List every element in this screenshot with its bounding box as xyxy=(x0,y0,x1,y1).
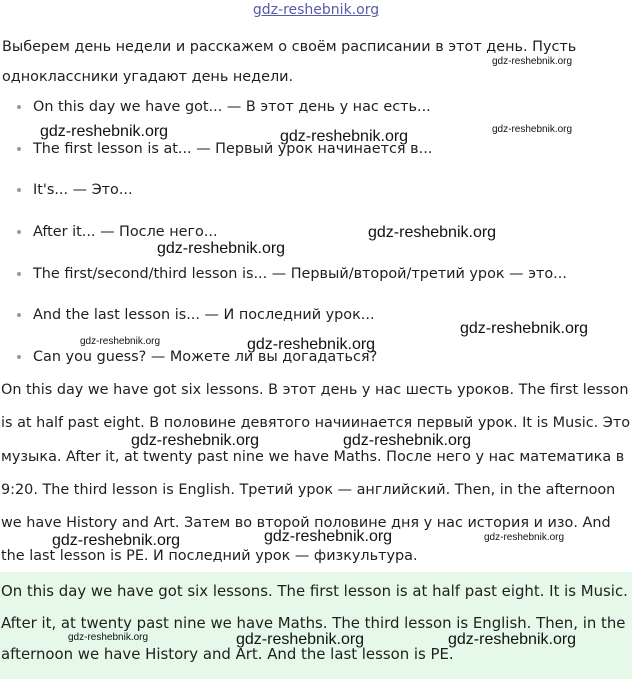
watermark: gdz-reshebnik.org xyxy=(448,631,577,648)
watermark: gdz-reshebnik.org xyxy=(368,224,497,241)
watermark: gdz-reshebnik.org xyxy=(247,336,376,353)
bullet-icon xyxy=(17,188,21,192)
bullet-icon xyxy=(17,105,21,109)
watermark: gdz-reshebnik.org xyxy=(264,528,393,545)
english-answer: On this day we have got six lessons. The first lesson is at half past eight. It is Music. After it, at twenty past nine we have Maths. The third lesson is English. Then, in the afternoon we have History and Art. And the last lesson is PE. xyxy=(1,582,628,663)
bullet-icon xyxy=(17,147,21,151)
list-item-text: Can you guess? — Можете ли вы догадаться? xyxy=(33,349,378,365)
watermark: gdz-reshebnik.org xyxy=(80,336,161,347)
bilingual-answer: On this day we have got six lessons. В этот день у нас шесть уроков. The first lesson is at half past eight. В половине девятого начиинается первый урок. It is Music. Это музыка. After it, at twenty past nine we have Maths. После него у нас математика в 9:20. The third lesson is English. Третий урок — английский. Then, in the afternoon we have History and Art. Затем во второй половине дня у нас история и изо. And the last lesson is PE. И последний урок — физкультура. xyxy=(1,382,631,565)
watermark: gdz-reshebnik.org xyxy=(492,56,573,67)
list-item-text: And the last lesson is... — И последний урок... xyxy=(33,307,375,323)
english-answer-box xyxy=(0,572,632,679)
bullet-icon xyxy=(17,313,21,317)
watermark: gdz-reshebnik.org xyxy=(157,240,286,257)
bullet-icon xyxy=(17,272,21,276)
watermark: gdz-reshebnik.org xyxy=(280,128,409,145)
watermark: gdz-reshebnik.org xyxy=(460,320,589,337)
intro-paragraph: Выберем день недели и расскажем о своём расписании в этот день. Пусть одноклассники угадают день недели. xyxy=(2,39,577,85)
list-item-text: After it... — После него... xyxy=(33,224,218,240)
watermark: gdz-reshebnik.org xyxy=(236,631,365,648)
list-item-text: On this day we have got... — В этот день у нас есть... xyxy=(33,99,431,115)
list-item-text: The first/second/third lesson is... — Первый/второй/третий урок — это... xyxy=(33,266,567,282)
list-item-text: It's... — Это... xyxy=(33,182,133,198)
bullet-icon xyxy=(17,230,21,234)
watermark: gdz-reshebnik.org xyxy=(343,432,472,449)
watermark: gdz-reshebnik.org xyxy=(484,532,565,543)
watermark: gdz-reshebnik.org xyxy=(68,632,149,643)
site-link[interactable]: gdz-reshebnik.org xyxy=(252,2,380,18)
watermark: gdz-reshebnik.org xyxy=(131,432,260,449)
watermark: gdz-reshebnik.org xyxy=(40,123,169,140)
list-item-text: The first lesson is at... — Первый урок начинается в... xyxy=(33,141,433,157)
watermark: gdz-reshebnik.org xyxy=(492,124,573,135)
bullet-icon xyxy=(17,355,21,359)
watermark: gdz-reshebnik.org xyxy=(52,532,181,549)
